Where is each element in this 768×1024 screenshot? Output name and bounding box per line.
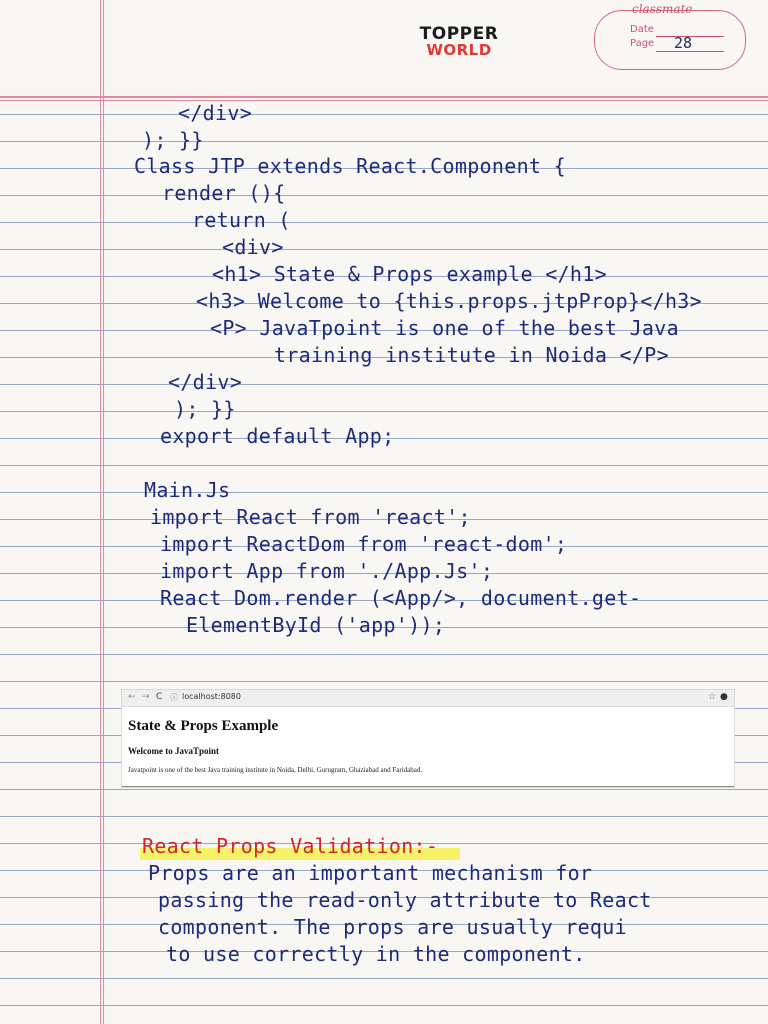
- code-line: Class JTP extends React.Component {: [134, 154, 566, 178]
- left-margin-line-inner: [103, 0, 104, 1024]
- code-line: <div>: [222, 235, 284, 259]
- back-arrow-icon: ←: [128, 692, 136, 702]
- address-bar: [170, 692, 710, 703]
- top-margin-rule-inner: [0, 100, 768, 101]
- info-icon: ⓘ: [170, 693, 178, 702]
- topper-world-logo: [404, 24, 514, 59]
- stamp-page-value: 28: [674, 34, 693, 52]
- code-line: ); }}: [174, 397, 236, 421]
- code-line: import App from './App.Js';: [160, 559, 494, 583]
- section-title: React Props Validation:-: [142, 834, 439, 858]
- code-line: return (: [192, 208, 291, 232]
- bookmark-star-icon: ☆: [708, 692, 717, 702]
- code-line: <P> JavaTpoint is one of the best Java: [210, 316, 679, 340]
- section-text-line: component. The props are usually requi: [158, 915, 627, 939]
- address-url: localhost:8080: [182, 692, 241, 701]
- forward-arrow-icon: →: [142, 692, 150, 702]
- code-line: import React from 'react';: [150, 505, 471, 529]
- screenshot-paragraph: Javatpoint is one of the best Java training institute in Noida, Delhi, Gurugram, Ghaziabad and Faridabad.: [128, 766, 423, 774]
- screenshot-heading: State & Props Example: [128, 718, 279, 734]
- reload-icon: C: [156, 692, 163, 702]
- code-line: Main.Js: [144, 478, 231, 502]
- logo-top-text: TOPPER: [419, 24, 499, 44]
- top-margin-rule: [0, 96, 768, 98]
- stamp-date-label: Date: [630, 24, 654, 35]
- code-line: </div>: [178, 101, 253, 125]
- menu-dot-icon: ●: [720, 692, 728, 702]
- section-text-line: to use correctly in the component.: [166, 942, 586, 966]
- code-line: React Dom.render (<App/>, document.get-: [160, 586, 642, 610]
- code-line: ); }}: [142, 128, 204, 152]
- classmate-stamp: [594, 10, 746, 70]
- code-line: training institute in Noida </P>: [274, 343, 669, 367]
- code-line: import ReactDom from 'react-dom';: [160, 532, 568, 556]
- browser-screenshot: [122, 690, 734, 787]
- code-line: </div>: [168, 370, 243, 394]
- code-line: export default App;: [160, 424, 395, 448]
- left-margin-line: [100, 0, 101, 1024]
- stamp-page-label: Page: [630, 38, 655, 49]
- stamp-brand: classmate: [632, 2, 693, 16]
- browser-toolbar: [122, 690, 734, 707]
- section-text-line: Props are an important mechanism for: [148, 861, 593, 885]
- code-line: <h3> Welcome to {this.props.jtpProp}</h3>: [196, 289, 702, 313]
- logo-bottom-text: WORLD: [426, 41, 492, 59]
- screenshot-subheading: Welcome to JavaTpoint: [128, 746, 219, 756]
- code-line: ElementById ('app'));: [186, 613, 446, 637]
- section-text-line: passing the read-only attribute to React: [158, 888, 652, 912]
- code-line: <h1> State & Props example </h1>: [212, 262, 607, 286]
- code-line: render (){: [162, 181, 286, 205]
